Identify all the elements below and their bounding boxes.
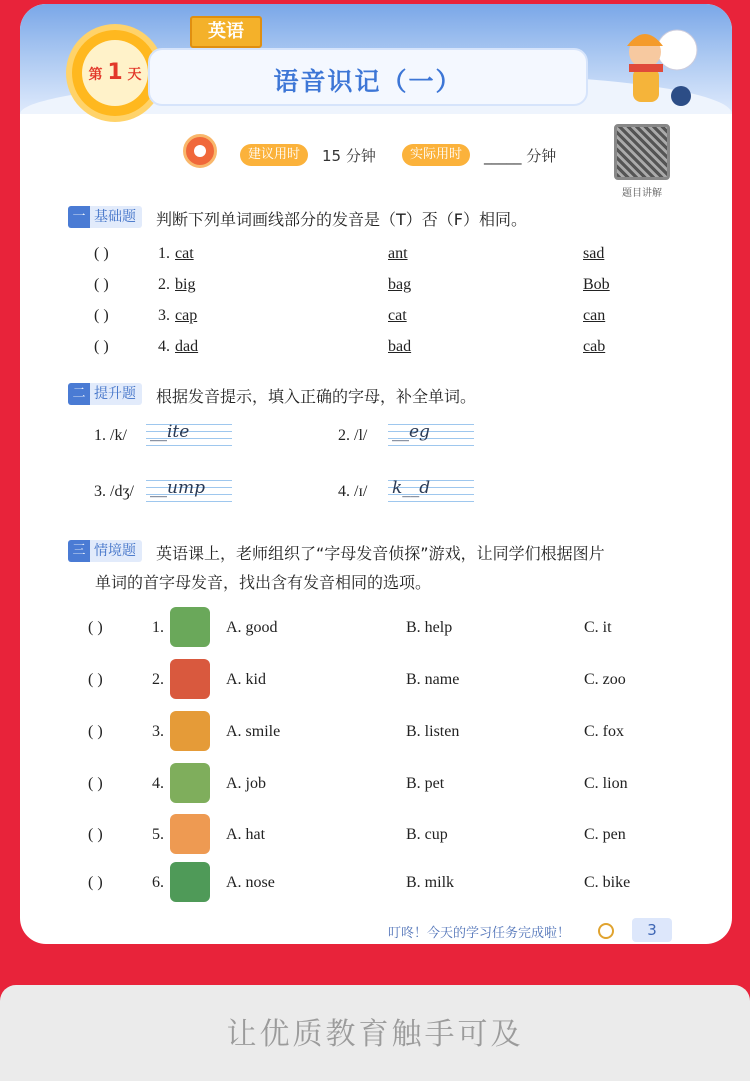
bag-picture bbox=[170, 862, 210, 902]
phonetic-hint: 1. /k/ bbox=[94, 427, 127, 444]
fill-word-box[interactable]: k__d bbox=[388, 474, 474, 504]
section3-instruction-line2: 单词的首字母发音，找出含有发音相同的选项。 bbox=[95, 573, 432, 592]
qr-label: 题目讲解 bbox=[622, 188, 662, 199]
row-number: 6. bbox=[152, 874, 164, 891]
day-prefix: 第 bbox=[88, 67, 103, 83]
word: bad bbox=[388, 338, 412, 355]
qr-code[interactable] bbox=[614, 124, 670, 180]
word: big bbox=[175, 276, 196, 293]
section3-instruction-line1: 英语课上，老师组织了“字母发音侦探”游戏，让同学们根据图片 bbox=[156, 544, 605, 563]
option-c: C. pen bbox=[584, 826, 626, 843]
day-suffix: 天 bbox=[127, 67, 142, 83]
option-b: B. name bbox=[406, 671, 460, 688]
phonetic-hint: 2. /l/ bbox=[338, 427, 368, 444]
section1-tag bbox=[68, 206, 142, 228]
subject-tag: 英语 bbox=[190, 16, 262, 48]
row-number: 4. bbox=[152, 775, 164, 792]
option-a: A. job bbox=[226, 775, 266, 792]
word: bag bbox=[388, 276, 412, 293]
lion-picture bbox=[170, 711, 210, 751]
boy-picture bbox=[170, 607, 210, 647]
phonetic-hint: 4. /ɪ/ bbox=[338, 483, 368, 500]
word: sad bbox=[583, 245, 605, 262]
answer-blank[interactable]: ( ) bbox=[94, 338, 109, 355]
answer-blank[interactable]: ( ) bbox=[88, 619, 103, 636]
clock-icon bbox=[183, 134, 217, 168]
answer-blank[interactable]: ( ) bbox=[88, 723, 103, 740]
option-c: C. lion bbox=[584, 775, 628, 792]
page-number: 3 bbox=[632, 918, 672, 942]
suggest-time-value: 15 分钟 bbox=[322, 147, 376, 165]
option-c: C. bike bbox=[584, 874, 631, 891]
section3-tag bbox=[68, 540, 142, 562]
answer-blank[interactable]: ( ) bbox=[88, 671, 103, 688]
section2-num: 二 bbox=[68, 383, 90, 405]
option-a: A. good bbox=[226, 619, 278, 636]
option-b: B. cup bbox=[406, 826, 448, 843]
answer-blank[interactable]: ( ) bbox=[94, 307, 109, 324]
kite-picture bbox=[170, 659, 210, 699]
bottom-banner bbox=[0, 985, 750, 1081]
frog-picture bbox=[170, 763, 210, 803]
page-title: 语音识记（一） bbox=[273, 67, 463, 96]
kid-snowman-illustration bbox=[605, 12, 705, 112]
option-a: A. nose bbox=[226, 874, 275, 891]
word: cab bbox=[583, 338, 606, 355]
word: dad bbox=[175, 338, 199, 355]
option-c: C. it bbox=[584, 619, 612, 636]
row-number: 1. bbox=[158, 245, 170, 262]
option-b: B. help bbox=[406, 619, 453, 636]
section3-label: 情境题 bbox=[94, 543, 136, 559]
section1-instruction: 判断下列单词画线部分的发音是（T）否（F）相同。 bbox=[156, 210, 527, 229]
row-number: 2. bbox=[158, 276, 170, 293]
row-number: 2. bbox=[152, 671, 164, 688]
section1-num: 一 bbox=[68, 206, 90, 228]
section2-instruction: 根据发音提示，填入正确的字母，补全单词。 bbox=[156, 387, 477, 406]
worksheet-card bbox=[20, 4, 732, 944]
day-number: 1 bbox=[107, 60, 123, 85]
word: cap bbox=[175, 307, 198, 324]
word: can bbox=[583, 307, 606, 324]
cat-picture bbox=[170, 814, 210, 854]
phonetic-hint: 3. /dʒ/ bbox=[94, 483, 134, 500]
option-b: B. pet bbox=[406, 775, 445, 792]
option-b: B. milk bbox=[406, 874, 455, 891]
answer-blank[interactable]: ( ) bbox=[94, 245, 109, 262]
answer-blank[interactable]: ( ) bbox=[88, 874, 103, 891]
fill-word-box[interactable]: __eg bbox=[388, 418, 474, 448]
answer-blank[interactable]: ( ) bbox=[94, 276, 109, 293]
row-number: 1. bbox=[152, 619, 164, 636]
section2-tag bbox=[68, 383, 142, 405]
word: cat bbox=[175, 245, 194, 262]
option-c: C. fox bbox=[584, 723, 624, 740]
title-bar bbox=[148, 48, 588, 106]
word: cat bbox=[388, 307, 407, 324]
section1-label: 基础题 bbox=[94, 209, 136, 225]
word: Bob bbox=[583, 276, 610, 293]
answer-blank[interactable]: ( ) bbox=[88, 826, 103, 843]
answer-blank[interactable]: ( ) bbox=[88, 775, 103, 792]
option-a: A. smile bbox=[226, 723, 281, 740]
day-badge bbox=[72, 30, 158, 116]
suggest-time-label: 建议用时 bbox=[240, 144, 308, 166]
fill-word-box[interactable]: __ump bbox=[146, 474, 232, 504]
option-a: A. kid bbox=[226, 671, 266, 688]
option-b: B. listen bbox=[406, 723, 460, 740]
row-number: 3. bbox=[152, 723, 164, 740]
actual-time-value: _____ 分钟 bbox=[484, 147, 557, 165]
row-number: 3. bbox=[158, 307, 170, 324]
actual-time-label: 实际用时 bbox=[402, 144, 470, 166]
footer-message: 叮咚！今天的学习任务完成啦！ bbox=[388, 926, 571, 941]
option-c: C. zoo bbox=[584, 671, 626, 688]
row-number: 5. bbox=[152, 826, 164, 843]
slogan: 让优质教育触手可及 bbox=[226, 1017, 524, 1052]
option-a: A. hat bbox=[226, 826, 266, 843]
alarm-clock-icon bbox=[598, 923, 614, 939]
section2-label: 提升题 bbox=[94, 386, 136, 402]
row-number: 4. bbox=[158, 338, 170, 355]
word: ant bbox=[388, 245, 408, 262]
fill-word-box[interactable]: __ite bbox=[146, 418, 232, 448]
section3-num: 三 bbox=[68, 540, 90, 562]
